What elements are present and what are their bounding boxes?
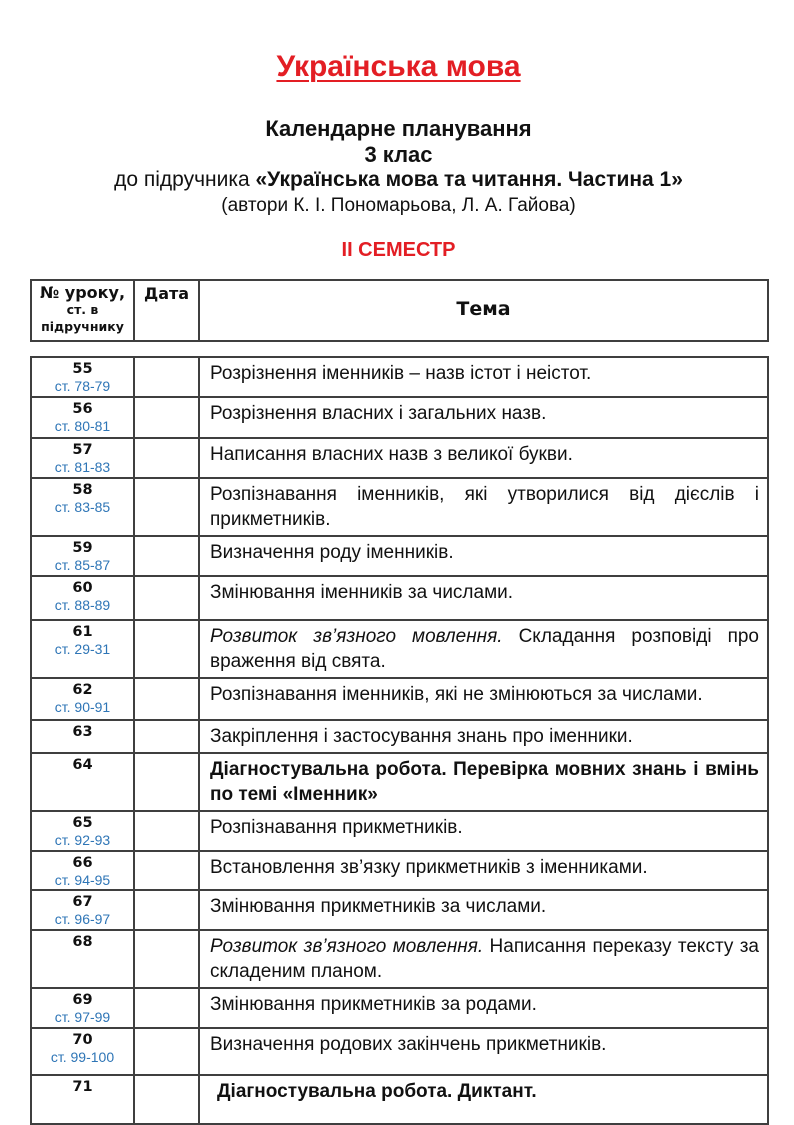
lesson-pages: ст. 92-93 <box>54 832 111 849</box>
lesson-pages: ст. 97-99 <box>54 1009 111 1026</box>
theme-text: Розвиток зв’язного мовлення. <box>210 935 484 957</box>
theme-cell <box>199 988 768 1028</box>
lesson-number: 62 <box>72 681 93 698</box>
date-cell <box>134 988 199 1028</box>
theme-text: Розвиток зв’язного мовлення. <box>210 625 503 647</box>
table-row <box>31 678 768 720</box>
theme-cell <box>199 576 768 620</box>
theme-cell <box>199 478 768 536</box>
date-cell <box>134 811 199 851</box>
semester-heading: ІІ СЕМЕСТР <box>341 238 456 261</box>
date-cell <box>134 397 199 438</box>
lesson-number-cell <box>31 1028 134 1075</box>
theme-text: Розрізнення власних і загальних назв. <box>210 402 547 424</box>
lesson-number-cell <box>31 753 134 811</box>
table-row <box>31 930 768 988</box>
column-header-theme: Тема <box>199 280 768 341</box>
table-row <box>31 536 768 576</box>
theme-cell <box>199 620 768 678</box>
header-row <box>31 280 768 341</box>
table-row <box>31 357 768 397</box>
lesson-pages: ст. 81-83 <box>54 458 111 475</box>
theme-cell <box>199 753 768 811</box>
lesson-number-cell <box>31 397 134 438</box>
theme-text: Змінювання іменників за числами. <box>210 581 514 603</box>
lesson-number-cell <box>31 478 134 536</box>
column-header-lesson-sub1: ст. в <box>66 301 99 317</box>
table-row <box>31 753 768 811</box>
date-cell <box>134 478 199 536</box>
table-row <box>31 1028 768 1075</box>
lesson-number: 58 <box>72 481 93 498</box>
textbook-prefix: до підручника <box>114 168 256 192</box>
table-row <box>31 576 768 620</box>
lesson-pages: ст. 96-97 <box>54 911 111 928</box>
lesson-number: 63 <box>72 723 93 740</box>
textbook-title: «Українська мова та читання. Частина 1» <box>255 168 683 192</box>
date-cell <box>134 930 199 988</box>
theme-text: Написання переказу тексту за складеним планом. <box>210 935 759 982</box>
theme-text: Розпізнавання іменників, які утворилися від дієслів і прикметників. <box>210 483 759 530</box>
lesson-number-cell <box>31 620 134 678</box>
column-header-lesson <box>31 280 134 341</box>
date-cell <box>134 536 199 576</box>
authors-line: (автори К. І. Пономарьова, Л. А. Гайова) <box>221 194 576 216</box>
schedule-header-table <box>30 279 769 342</box>
table-row <box>31 478 768 536</box>
date-cell <box>134 357 199 397</box>
theme-text: Змінювання прикметників за родами. <box>210 993 537 1015</box>
theme-cell <box>199 438 768 478</box>
date-cell <box>134 576 199 620</box>
theme-text: Діагностувальна робота. Перевірка мовних знань і вмінь по темі «Іменник» <box>210 758 759 805</box>
subtitle-grade: 3 клас <box>364 141 433 167</box>
lesson-number: 65 <box>72 814 93 831</box>
lesson-pages: ст. 90-91 <box>54 698 111 715</box>
textbook-line <box>30 168 767 193</box>
theme-cell <box>199 536 768 576</box>
lesson-number-cell <box>31 930 134 988</box>
theme-cell <box>199 851 768 891</box>
lesson-number: 57 <box>72 441 93 458</box>
theme-cell <box>199 1028 768 1075</box>
lesson-pages: ст. 29-31 <box>54 640 111 657</box>
theme-text: Визначення родових закінчень прикметників. <box>210 1033 607 1055</box>
lesson-pages: ст. 80-81 <box>54 417 111 434</box>
lesson-pages: ст. 94-95 <box>54 871 111 888</box>
theme-text: Складання розповіді про враження від свята. <box>210 625 759 672</box>
theme-text: Змінювання прикметників за числами. <box>210 896 547 918</box>
column-header-date: Дата <box>134 280 199 341</box>
table-row <box>31 851 768 891</box>
lesson-pages: ст. 78-79 <box>54 377 111 394</box>
page-title <box>30 50 767 84</box>
table-row <box>31 397 768 438</box>
theme-cell <box>199 720 768 753</box>
lesson-number: 71 <box>72 1078 93 1095</box>
subtitle-planning: Календарне планування <box>265 116 532 141</box>
table-row <box>31 890 768 930</box>
lesson-number-cell <box>31 811 134 851</box>
lesson-number: 60 <box>72 579 93 596</box>
theme-text: Діагностувальна робота. Диктант. <box>217 1080 537 1102</box>
page-title-text: Українська мова <box>276 50 521 83</box>
lesson-number: 64 <box>72 756 93 773</box>
table-row <box>31 438 768 478</box>
theme-cell <box>199 890 768 930</box>
column-header-lesson-sub2: підручнику <box>41 318 124 334</box>
date-cell <box>134 753 199 811</box>
lesson-pages: ст. 88-89 <box>54 596 111 613</box>
date-cell <box>134 720 199 753</box>
date-cell <box>134 438 199 478</box>
theme-text: Розрізнення іменників – назв істот і неістот. <box>210 362 592 384</box>
lesson-number-cell <box>31 890 134 930</box>
theme-cell <box>199 930 768 988</box>
date-cell <box>134 851 199 891</box>
lesson-number: 59 <box>72 539 93 556</box>
lesson-number-cell <box>31 438 134 478</box>
table-row <box>31 1075 768 1124</box>
lesson-number: 67 <box>72 894 93 911</box>
lesson-pages: ст. 99-100 <box>50 1048 115 1065</box>
lesson-number-cell <box>31 1075 134 1124</box>
theme-text: Встановлення зв’язку прикметників з іменниками. <box>210 856 648 878</box>
lesson-number-cell <box>31 357 134 397</box>
date-cell <box>134 890 199 930</box>
table-row <box>31 720 768 753</box>
theme-cell <box>199 1075 768 1124</box>
theme-cell <box>199 357 768 397</box>
theme-text: Закріплення і застосування знань про іменники. <box>210 725 633 747</box>
lesson-number: 61 <box>72 623 93 640</box>
table-row <box>31 988 768 1028</box>
lesson-pages: ст. 85-87 <box>54 557 111 574</box>
lesson-number: 56 <box>72 400 93 417</box>
theme-cell <box>199 811 768 851</box>
lesson-number: 69 <box>72 991 93 1008</box>
theme-text: Розпізнавання прикметників. <box>210 816 463 838</box>
lesson-number: 55 <box>72 360 93 377</box>
lesson-number: 68 <box>72 933 93 950</box>
theme-cell <box>199 678 768 720</box>
lesson-number-cell <box>31 536 134 576</box>
column-header-lesson-title: № уроку, <box>39 282 126 302</box>
date-cell <box>134 620 199 678</box>
lesson-number-cell <box>31 851 134 891</box>
table-row <box>31 620 768 678</box>
lesson-number: 70 <box>72 1031 93 1048</box>
table-row <box>31 811 768 851</box>
lesson-number-cell <box>31 678 134 720</box>
date-cell <box>134 1075 199 1124</box>
lesson-pages: ст. 83-85 <box>54 498 111 515</box>
lesson-number: 66 <box>72 854 93 871</box>
lesson-number-cell <box>31 576 134 620</box>
date-cell <box>134 1028 199 1075</box>
schedule-body-table <box>30 356 769 1125</box>
theme-cell <box>199 397 768 438</box>
theme-text: Розпізнавання іменників, які не змінюються за числами. <box>210 683 703 705</box>
theme-text: Визначення роду іменників. <box>210 541 454 563</box>
date-cell <box>134 678 199 720</box>
lesson-number-cell <box>31 988 134 1028</box>
theme-text: Написання власних назв з великої букви. <box>210 443 573 465</box>
lesson-number-cell <box>31 720 134 753</box>
